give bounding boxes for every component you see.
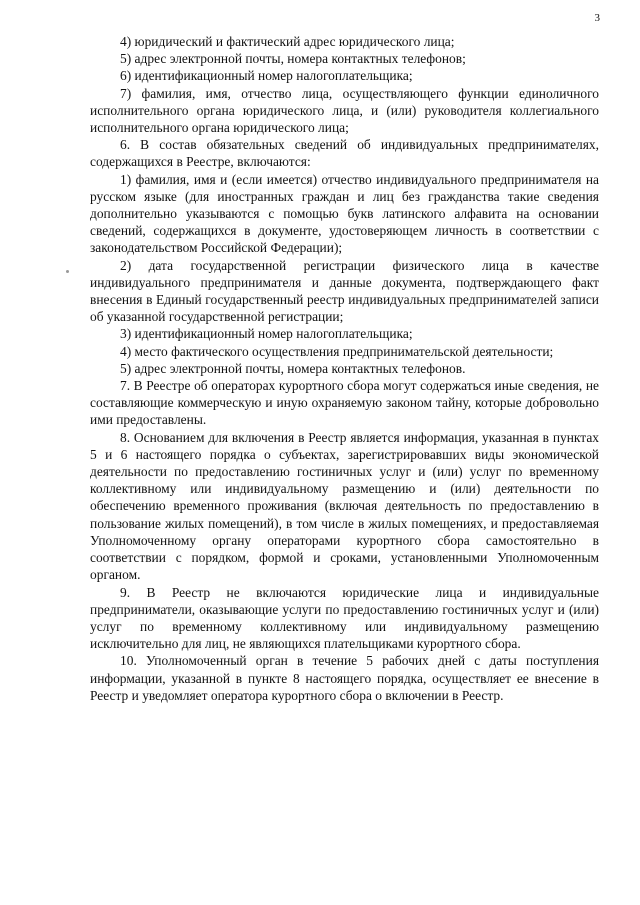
paragraph: 6) идентификационный номер налогоплательщика;	[120, 68, 413, 84]
paragraph: 1) фамилия, имя и (если имеется) отчество индивидуального предпринимателя на русском языке (для иностранных граждан и лиц без гражданства такие сведения дополнительно указываются с помощью букв латинского алфавита на основании сведений, содержащихся в документе, удостоверяющем личность в соответствии с законодательством Российской Федерации);	[90, 171, 599, 256]
paragraph: 4) место фактического осуществления предпринимательской деятельности;	[120, 343, 554, 359]
paragraph: 3) идентификационный номер налогоплательщика;	[120, 326, 413, 342]
paragraph: 5) адрес электронной почты, номера контактных телефонов;	[120, 51, 466, 67]
paragraph: 2) дата государственной регистрации физического лица в качестве индивидуального предпринимателя и данные документа, подтверждающего факт внесения в Единый государственный реестр индивидуальных предпринимателей записи об указанной государственной регистрации;	[90, 257, 599, 325]
document-body	[90, 33, 599, 704]
paragraph: 7) фамилия, имя, отчество лица, осуществляющего функции единоличного исполнительного органа юридического лица, и (или) руководителя коллегиального исполнительного органа юридического лица;	[90, 85, 599, 136]
paragraph: 7. В Реестре об операторах курортного сбора могут содержаться иные сведения, не составляющие коммерческую и иную охраняемую законом тайну, которые добровольно ими предоставлены.	[90, 378, 599, 428]
paragraph: 4) юридический и фактический адрес юридического лица;	[120, 34, 455, 49]
page-number: 3	[594, 12, 600, 24]
paragraph: 10. Уполномоченный орган в течение 5 рабочих дней с даты поступления информации, указанной в пункте 8 настоящего порядка, осуществляет ее внесение в Реестр и уведомляет оператора курортного сбора о включении в Реестр.	[90, 653, 599, 703]
scan-speck	[66, 270, 69, 273]
paragraph: 5) адрес электронной почты, номера контактных телефонов.	[120, 360, 466, 376]
paragraph: 9. В Реестр не включаются юридические лица и индивидуальные предприниматели, оказывающие услуги по предоставлению гостиничных услуг и (или) услуг по временному коллективному или индивидуальному размещению исключительно для лиц, не являющихся плательщиками курортного сбора.	[90, 584, 599, 652]
paragraph: 6. В состав обязательных сведений об индивидуальных предпринимателях, содержащихся в Реестре, включаются:	[90, 137, 599, 170]
paragraph: 8. Основанием для включения в Реестр является информация, указанная в пунктах 5 и 6 настоящего порядка о субъектах, зарегистрировавших виды экономической деятельности по предоставлению гостиничных услуг и (или) услуг по временному коллективному или индивидуальному размещению и (или) деятельности по обеспечению временного проживания (включая деятельность по предоставлению в пользование жилых помещений), в том числе в жилых помещениях, и предоставляемая Уполномоченному органу операторами курортного сбора самостоятельно в соответствии с порядком, формой и сроками, установленными Уполномоченным органом.	[90, 429, 599, 583]
